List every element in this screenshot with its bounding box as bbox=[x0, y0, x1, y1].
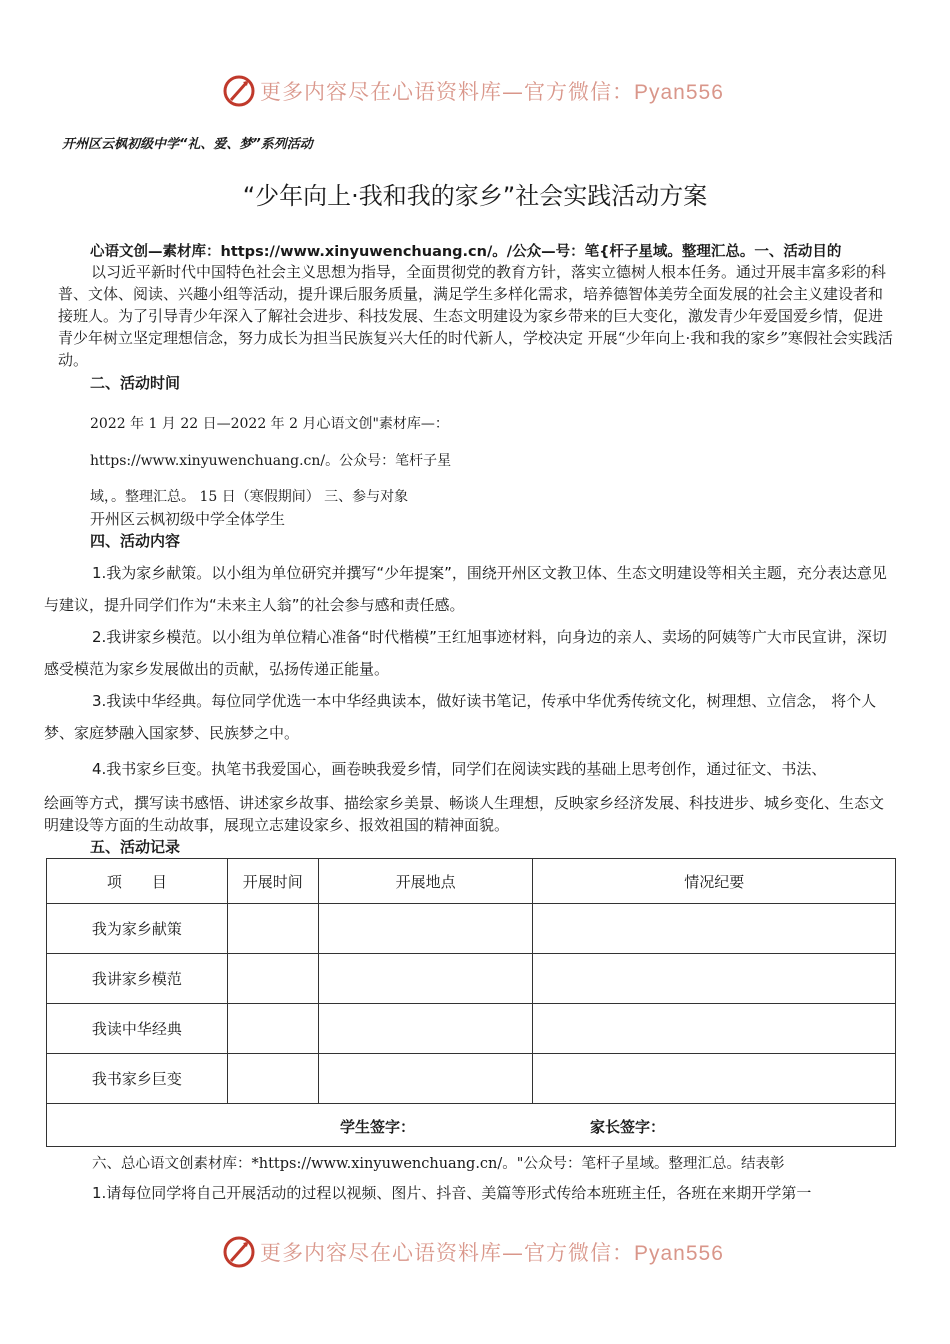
summary-cell[interactable] bbox=[533, 954, 896, 1004]
summary-cell[interactable] bbox=[533, 904, 896, 954]
time-cell[interactable] bbox=[227, 954, 318, 1004]
intro-line: 心语文创—素材库：https://www.xinyuwenchuang.cn/。/公众—号：笔{杆子星域。整理汇总。一、活动目的 bbox=[90, 244, 842, 260]
table-header-row bbox=[47, 859, 896, 904]
time-line-3: 域，。整理汇总。 15 日（寒假期间） 三、参与对象 bbox=[90, 489, 409, 505]
brand-logo-icon bbox=[222, 1235, 256, 1269]
location-cell[interactable] bbox=[318, 954, 533, 1004]
table-row bbox=[47, 954, 896, 1004]
series-title: 开州区云枫初级中学“礼、爱、梦”系列活动 bbox=[62, 137, 313, 152]
summary-item-1: 1.请每位同学将自己开展活动的过程以视频、图片、抖音、美篇等形式传给本班班主任，各班在来期开学第一 bbox=[92, 1184, 812, 1202]
table-row bbox=[47, 1054, 896, 1104]
row-label: 我讲家乡模范 bbox=[47, 954, 228, 1004]
location-cell[interactable] bbox=[318, 1004, 533, 1054]
time-heading: 二、活动时间 bbox=[90, 374, 181, 392]
parent-signature-label: 家长签字： bbox=[590, 1118, 666, 1136]
brand-logo-icon bbox=[222, 74, 256, 108]
col-header-location: 开展地点 bbox=[318, 859, 533, 904]
content-item-4-cont: 绘画等方式，撰写读书感悟、讲述家乡故事、描绘家乡美景、畅谈人生理想，反映家乡经济发展、科技进步、城乡变化、生态文明建设等方面的生动故事，展现立志建设家乡、报效祖国的精神面貌。 bbox=[44, 794, 885, 834]
participants-line: 开州区云枫初级中学全体学生 bbox=[90, 510, 286, 528]
row-label: 我书家乡巨变 bbox=[47, 1054, 228, 1104]
signature-row bbox=[47, 1104, 896, 1147]
watermark-text: 更多内容尽在心语资料库—官方微信：Pyan556 bbox=[260, 1241, 724, 1265]
purpose-paragraph: 以习近平新时代中国特色社会主义思想为指导，全面贯彻党的教育方针，落实立德树人根本任务。通过开展丰富多彩的科普、文体、阅读、兴趣小组等活动，提升课后服务质量，满足学生多样化需求，培养德智体美劳全面发展的社会主义建设者和接班人。为了引导青少年深入了解社会进步、科技发展、生态文明建设为家乡带来的巨大变化，激发青少年爱国爱乡情，促进青少年树立坚定理想信念，努力成长为担当民族复兴大任的时代新人，学校决定 开展“少年向上·我和我的家乡”寒假社会实践活动。 bbox=[58, 263, 893, 369]
summary-cell[interactable] bbox=[533, 1004, 896, 1054]
row-label: 我读中华经典 bbox=[47, 1004, 228, 1054]
student-signature-label: 学生签字： bbox=[340, 1118, 416, 1136]
time-cell[interactable] bbox=[227, 1054, 318, 1104]
time-line-2: https://www.xinyuwenchuang.cn/。公众号：笔杆子星 bbox=[90, 453, 452, 469]
table-row bbox=[47, 904, 896, 954]
time-line-1: 2022 年 1 月 22 日—2022 年 2 月心语文创"素材库—： bbox=[90, 416, 449, 432]
table-row bbox=[47, 1004, 896, 1054]
content-item-4: 4.我书家乡巨变。执笔书我爱国心，画卷映我爱乡情，同学们在阅读实践的基础上思考创作，通过征文、书法、 bbox=[92, 760, 827, 778]
content-item-1: 1.我为家乡献策。以小组为单位研究并撰写“少年提案”，围绕开州区文教卫体、生态文明建设等相关主题，充分表达意见与建议，提升同学们作为“未来主人翁”的社会参与感和责任感。 bbox=[44, 564, 887, 614]
location-cell[interactable] bbox=[318, 1054, 533, 1104]
signature-cell[interactable] bbox=[47, 1104, 896, 1147]
content-heading: 四、活动内容 bbox=[90, 532, 181, 550]
watermark-top bbox=[222, 74, 724, 108]
time-cell[interactable] bbox=[227, 1004, 318, 1054]
watermark-bottom bbox=[222, 1235, 724, 1269]
doc-title: “少年向上·我和我的家乡”社会实践活动方案 bbox=[242, 182, 708, 210]
col-header-time: 开展时间 bbox=[227, 859, 318, 904]
record-heading: 五、活动记录 bbox=[90, 838, 181, 856]
summary-cell[interactable] bbox=[533, 1054, 896, 1104]
summary-line: 六、总心语文创素材库：*https://www.xinyuwenchuang.cn/。"公众号：笔杆子星域。整理汇总。结表彰 bbox=[92, 1156, 785, 1172]
content-item-3: 3.我读中华经典。每位同学优选一本中华经典读本，做好读书笔记，传承中华优秀传统文化，树理想、立信念， 将个人梦、家庭梦融入国家梦、民族梦之中。 bbox=[44, 692, 877, 742]
watermark-text: 更多内容尽在心语资料库—官方微信：Pyan556 bbox=[260, 80, 724, 104]
col-header-summary: 情况纪要 bbox=[533, 859, 896, 904]
activity-record-table bbox=[46, 858, 896, 1147]
col-header-item: 项 目 bbox=[47, 859, 228, 904]
row-label: 我为家乡献策 bbox=[47, 904, 228, 954]
time-cell[interactable] bbox=[227, 904, 318, 954]
location-cell[interactable] bbox=[318, 904, 533, 954]
content-item-2: 2.我讲家乡模范。以小组为单位精心准备“时代楷模”王红旭事迹材料，向身边的亲人、卖场的阿姨等广大市民宣讲，深切感受模范为家乡发展做出的贡献，弘扬传递正能量。 bbox=[44, 628, 887, 678]
